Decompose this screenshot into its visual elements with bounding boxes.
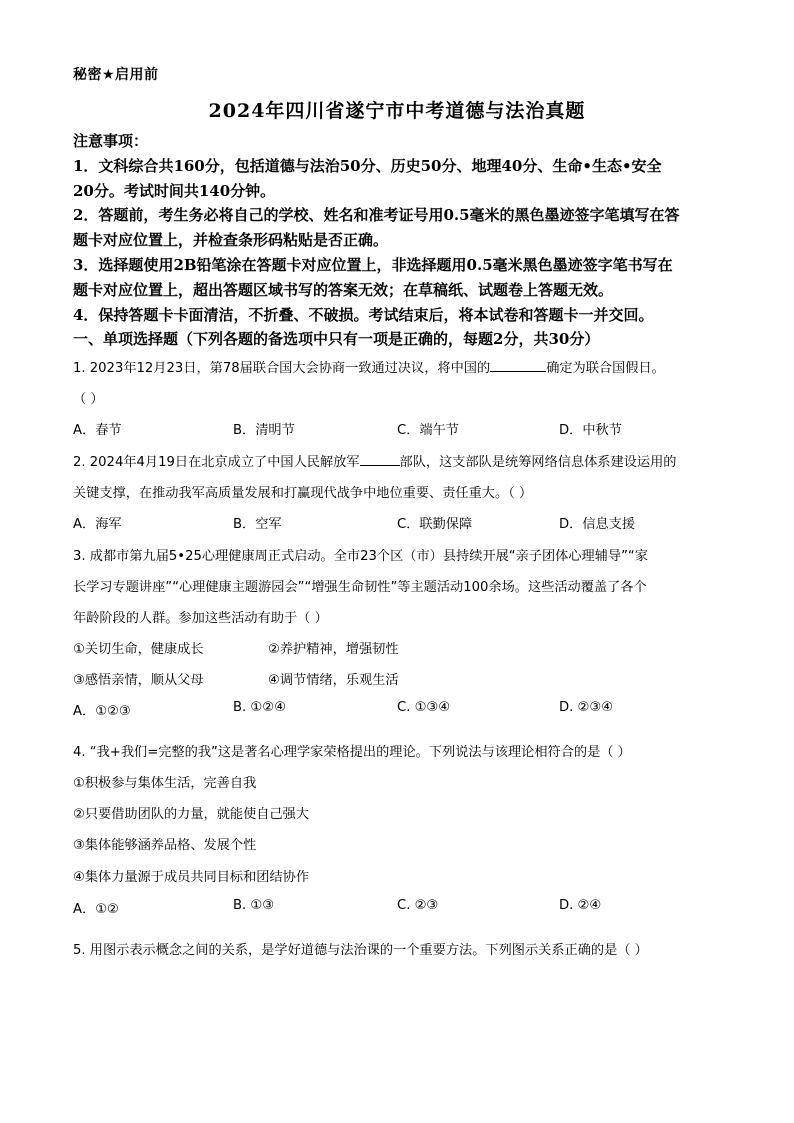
option-b: B．清明节 [233, 423, 295, 438]
option-d: D. ②③④ [559, 700, 614, 715]
option-c: C．联勤保障 [397, 517, 473, 532]
statement-item: ④集体力量源于成员共同目标和团结协作 [73, 870, 310, 885]
question-2-stem [73, 451, 676, 470]
question-1-paren: （ ） [73, 392, 104, 407]
question-3-stem: 3. 成都市第九届5•25心理健康周正式启动。全市23个区（市）县持续开展“亲子团体心理辅导”“家 [73, 549, 648, 564]
option-d: D．信息支援 [559, 517, 636, 532]
question-2-text: 2. 2024年4月19日在北京成立了中国人民解放军 [73, 455, 360, 470]
option-a: A．①② [73, 902, 119, 917]
notes-line: 4．保持答题卡卡面清洁，不折叠、不破损。考试结束后，将本试卷和答题卡一并交回。 [73, 306, 654, 324]
statement-item: ③集体能够涵养品格、发展个性 [73, 838, 257, 853]
question-3-stem: 长学习专题讲座”“心理健康主题游园会”“增强生命韧性”等主题活动100余场。这些活动覆盖了各个 [73, 580, 647, 595]
statement-item: ④调节情绪，乐观生活 [268, 673, 399, 688]
statement-item: ②养护精神，增强韧性 [268, 642, 399, 657]
option-b: B．空军 [233, 517, 282, 532]
section-heading: 一、单项选择题（下列各题的备选项中只有一项是正确的，每题2分，共30分） [73, 330, 600, 348]
statement-item: ③感悟亲情，顺从父母 [73, 673, 204, 688]
question-5-stem: 5. 用图示表示概念之间的关系，是学好道德与法治课的一个重要方法。下列图示关系正确的是（ ） [73, 943, 648, 958]
answer-blank [360, 453, 400, 466]
option-c: C．端午节 [397, 423, 459, 438]
notes-line: 2．答题前，考生务必将自己的学校、姓名和准考证号用0.5毫米的黑色墨迹签字笔填写在答 [73, 206, 680, 224]
option-b: B. ①③ [233, 898, 275, 913]
statement-item: ②只要借助团队的力量，就能使自己强大 [73, 807, 310, 822]
answer-blank [490, 359, 546, 372]
question-3-stem: 年龄阶段的人群。参加这些活动有助于（ ） [73, 611, 328, 626]
question-1-text: 确定为联合国假日。 [546, 361, 665, 376]
option-d: D. ②④ [559, 898, 602, 913]
question-4-stem: 4. “我+我们=完整的我”这是著名心理学家荣格提出的理论。下列说法与该理论相符合的是（ ） [73, 745, 631, 760]
option-a: A．海军 [73, 517, 122, 532]
question-2-text: 部队，这支部队是统筹网络信息体系建设运用的 [399, 455, 677, 470]
option-c: C. ①③④ [397, 700, 451, 715]
notes-line: 20分。考试时间共140分钟。 [73, 182, 276, 200]
statement-item: ①关切生命，健康成长 [73, 642, 204, 657]
question-2-stem-line2: 关键支撑，在推动我军高质量发展和打赢现代战争中地位重要、责任重大。（ ） [73, 486, 533, 501]
question-1-text: 1. 2023年12月23日，第78届联合国大会协商一致通过决议，将中国的 [73, 361, 491, 376]
notes-line: 题卡对应位置上，并检查条形码粘贴是否正确。 [73, 231, 389, 249]
notes-line: 1．文科综合共160分，包括道德与法治50分、历史50分、地理40分、生命•生态•安全 [73, 157, 662, 175]
option-b: B. ①②④ [233, 700, 286, 715]
option-d: D．中秋节 [559, 423, 622, 438]
confidential-label: 秘密★启用前 [73, 67, 159, 83]
question-1-stem [73, 357, 665, 376]
notes-line: 3．选择题使用2B铅笔涂在答题卡对应位置上，非选择题用0.5毫米黑色墨迹签字笔书写在 [73, 256, 673, 274]
option-c: C. ②③ [397, 898, 439, 913]
option-a: A．春节 [73, 423, 122, 438]
statement-item: ①积极参与集体生活，完善自我 [73, 776, 257, 791]
page-title: 2024年四川省遂宁市中考道德与法治真题 [208, 100, 586, 122]
notes-heading: 注意事项： [73, 132, 149, 150]
option-a: A．①②③ [73, 704, 131, 719]
notes-line: 题卡对应位置上，超出答题区域书写的答案无效；在草稿纸、试题卷上答题无效。 [73, 281, 614, 299]
